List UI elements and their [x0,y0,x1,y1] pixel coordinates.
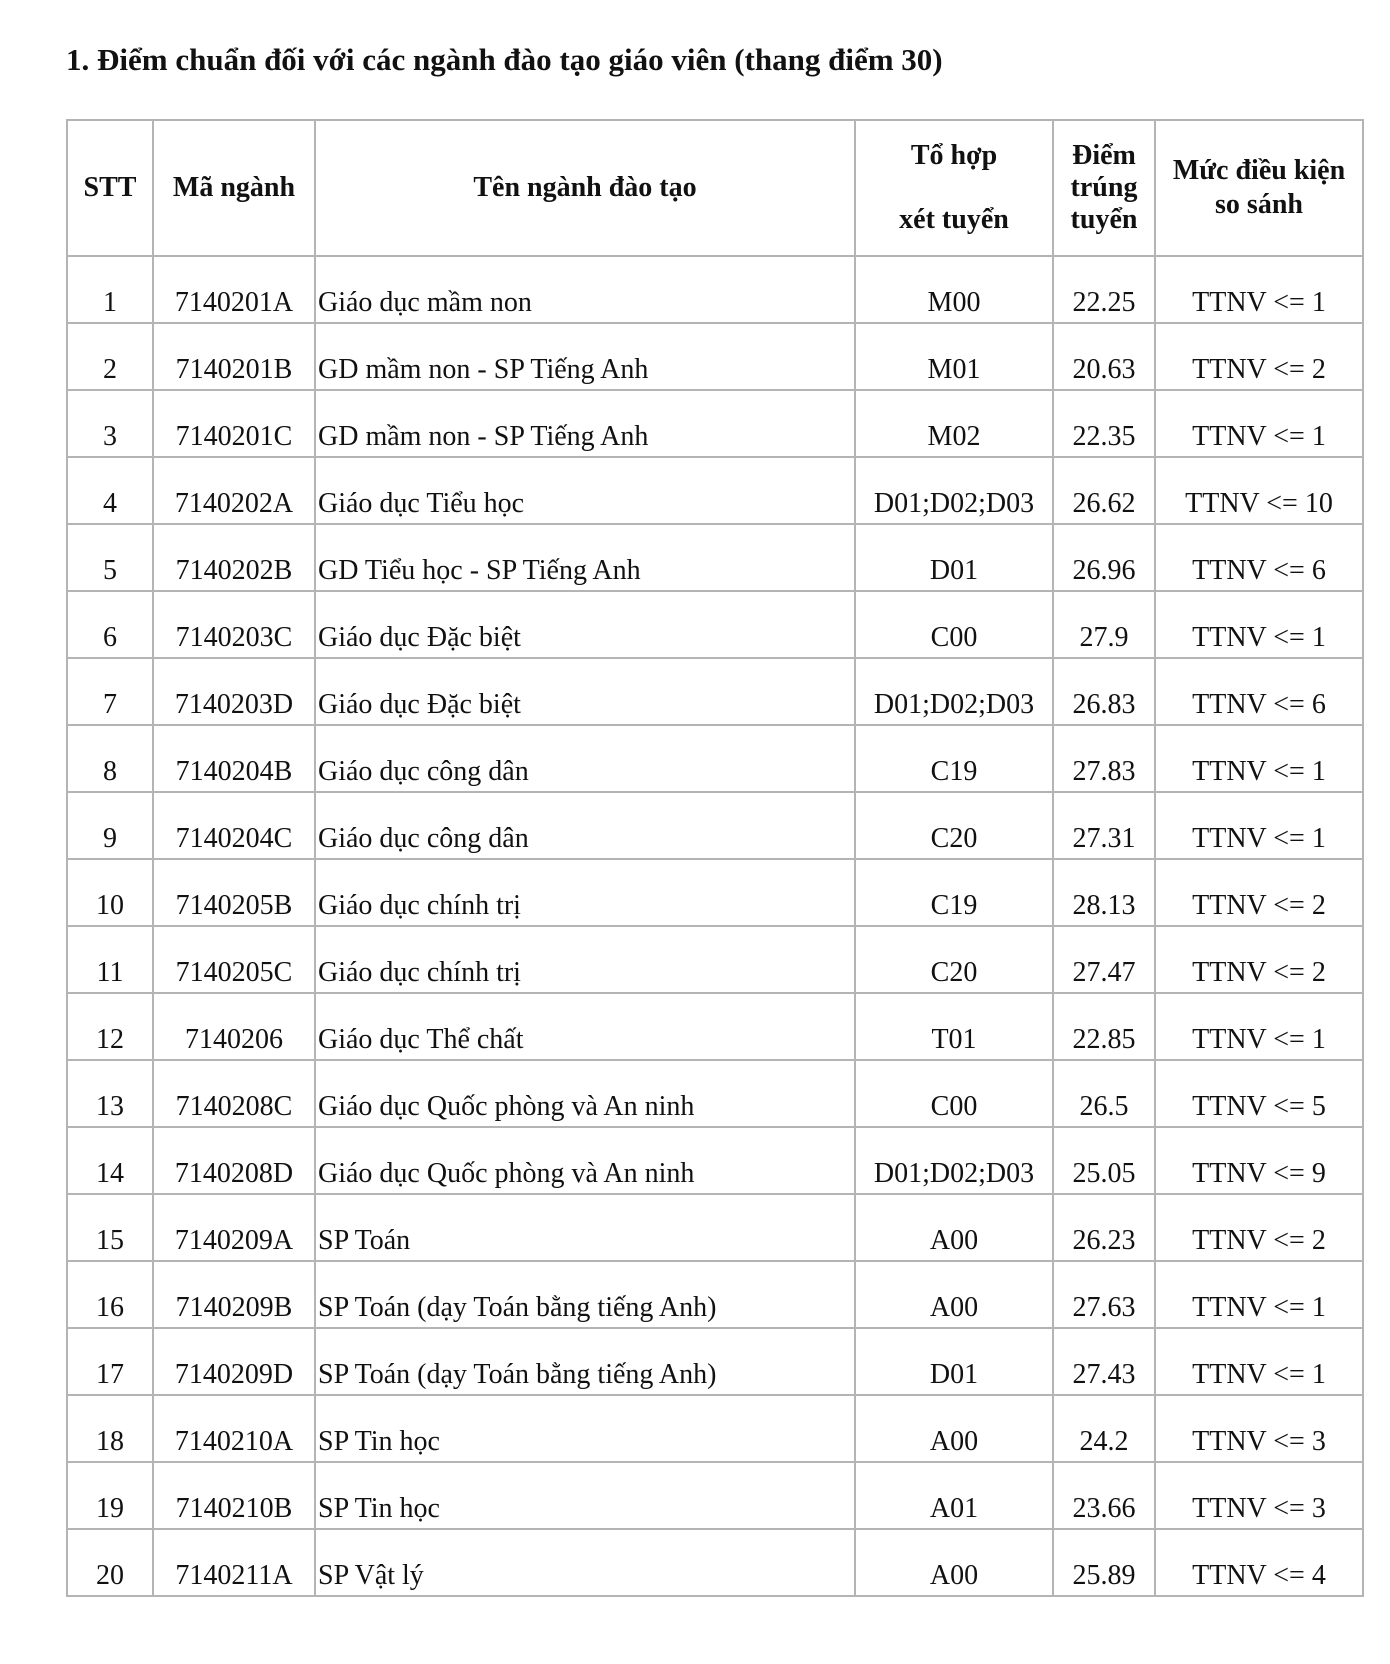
cell-score: 20.63 [1053,323,1155,390]
cell-condition: TTNV <= 3 [1155,1462,1363,1529]
cell-stt: 10 [67,859,153,926]
cell-condition: TTNV <= 5 [1155,1060,1363,1127]
cell-score: 28.13 [1053,859,1155,926]
admission-scores-table [66,119,1364,1597]
cell-score: 26.23 [1053,1194,1155,1261]
cell-score: 22.85 [1053,993,1155,1060]
cell-combo: A00 [855,1261,1053,1328]
page-title: 1. Điểm chuẩn đối với các ngành đào tạo giáo viên (thang điểm 30) [66,42,943,77]
header-condition [1155,120,1363,256]
cell-stt: 1 [67,256,153,323]
table-row [67,1395,1363,1462]
cell-name: Giáo dục Thể chất [315,993,855,1060]
cell-name: GD Tiểu học - SP Tiếng Anh [315,524,855,591]
header-condition-line2: so sánh [1215,189,1303,220]
cell-condition: TTNV <= 3 [1155,1395,1363,1462]
cell-code: 7140201B [153,323,315,390]
cell-combo: D01;D02;D03 [855,658,1053,725]
cell-combo: A00 [855,1194,1053,1261]
table-row [67,390,1363,457]
cell-condition: TTNV <= 2 [1155,323,1363,390]
header-score-line2: trúng [1070,172,1138,203]
table-row [67,256,1363,323]
cell-combo: C19 [855,725,1053,792]
cell-name: SP Toán (dạy Toán bằng tiếng Anh) [315,1261,855,1328]
cell-combo: C20 [855,792,1053,859]
cell-score: 27.43 [1053,1328,1155,1395]
cell-code: 7140209D [153,1328,315,1395]
table-row [67,792,1363,859]
cell-score: 22.25 [1053,256,1155,323]
table-row [67,457,1363,524]
cell-code: 7140203C [153,591,315,658]
header-code: Mã ngành [153,120,315,256]
cell-score: 27.63 [1053,1261,1155,1328]
cell-condition: TTNV <= 4 [1155,1529,1363,1596]
cell-combo: A00 [855,1529,1053,1596]
cell-stt: 6 [67,591,153,658]
cell-stt: 9 [67,792,153,859]
cell-name: Giáo dục Tiểu học [315,457,855,524]
cell-condition: TTNV <= 6 [1155,658,1363,725]
cell-code: 7140202B [153,524,315,591]
cell-stt: 16 [67,1261,153,1328]
cell-condition: TTNV <= 1 [1155,725,1363,792]
cell-condition: TTNV <= 1 [1155,390,1363,457]
cell-stt: 13 [67,1060,153,1127]
cell-name: SP Vật lý [315,1529,855,1596]
cell-condition: TTNV <= 2 [1155,1194,1363,1261]
cell-condition: TTNV <= 2 [1155,926,1363,993]
cell-condition: TTNV <= 2 [1155,859,1363,926]
cell-score: 25.05 [1053,1127,1155,1194]
cell-score: 27.47 [1053,926,1155,993]
cell-name: Giáo dục chính trị [315,859,855,926]
cell-combo: D01 [855,524,1053,591]
cell-combo: M00 [855,256,1053,323]
cell-stt: 14 [67,1127,153,1194]
cell-combo: T01 [855,993,1053,1060]
table-row [67,1261,1363,1328]
cell-name: Giáo dục Quốc phòng và An ninh [315,1127,855,1194]
header-score-line3: tuyển [1070,204,1138,235]
table-row [67,1127,1363,1194]
cell-stt: 17 [67,1328,153,1395]
cell-condition: TTNV <= 6 [1155,524,1363,591]
cell-name: Giáo dục Đặc biệt [315,591,855,658]
table-row [67,658,1363,725]
cell-code: 7140210B [153,1462,315,1529]
cell-score: 27.31 [1053,792,1155,859]
table-row [67,926,1363,993]
cell-code: 7140209B [153,1261,315,1328]
cell-stt: 19 [67,1462,153,1529]
cell-stt: 2 [67,323,153,390]
cell-combo: C00 [855,1060,1053,1127]
cell-name: Giáo dục công dân [315,725,855,792]
cell-code: 7140204C [153,792,315,859]
cell-code: 7140208C [153,1060,315,1127]
table-row [67,591,1363,658]
cell-name: SP Toán (dạy Toán bằng tiếng Anh) [315,1328,855,1395]
cell-condition: TTNV <= 1 [1155,591,1363,658]
table-row [67,1529,1363,1596]
cell-combo: C19 [855,859,1053,926]
cell-combo: D01;D02;D03 [855,1127,1053,1194]
cell-score: 27.9 [1053,591,1155,658]
cell-combo: D01;D02;D03 [855,457,1053,524]
cell-code: 7140210A [153,1395,315,1462]
table-row [67,725,1363,792]
table-row [67,993,1363,1060]
cell-code: 7140205C [153,926,315,993]
cell-score: 26.5 [1053,1060,1155,1127]
cell-name: Giáo dục Quốc phòng và An ninh [315,1060,855,1127]
cell-code: 7140202A [153,457,315,524]
table-row [67,1194,1363,1261]
cell-stt: 15 [67,1194,153,1261]
cell-score: 26.96 [1053,524,1155,591]
cell-name: SP Tin học [315,1395,855,1462]
cell-name: GD mầm non - SP Tiếng Anh [315,323,855,390]
cell-score: 26.62 [1053,457,1155,524]
cell-combo: A01 [855,1462,1053,1529]
cell-score: 22.35 [1053,390,1155,457]
cell-stt: 4 [67,457,153,524]
cell-condition: TTNV <= 1 [1155,256,1363,323]
cell-code: 7140203D [153,658,315,725]
table-row [67,524,1363,591]
cell-code: 7140205B [153,859,315,926]
cell-score: 24.2 [1053,1395,1155,1462]
cell-code: 7140211A [153,1529,315,1596]
cell-score: 25.89 [1053,1529,1155,1596]
header-condition-line1: Mức điều kiện [1172,155,1346,186]
cell-combo: A00 [855,1395,1053,1462]
table-row [67,859,1363,926]
cell-name: GD mầm non - SP Tiếng Anh [315,390,855,457]
cell-score: 23.66 [1053,1462,1155,1529]
cell-name: SP Toán [315,1194,855,1261]
table-row [67,1462,1363,1529]
cell-combo: D01 [855,1328,1053,1395]
cell-stt: 11 [67,926,153,993]
cell-code: 7140209A [153,1194,315,1261]
cell-name: Giáo dục mầm non [315,256,855,323]
cell-stt: 20 [67,1529,153,1596]
cell-score: 26.83 [1053,658,1155,725]
cell-condition: TTNV <= 1 [1155,1261,1363,1328]
cell-combo: M01 [855,323,1053,390]
header-score [1053,120,1155,256]
cell-stt: 12 [67,993,153,1060]
cell-condition: TTNV <= 10 [1155,457,1363,524]
header-combo [855,120,1053,256]
table-row [67,323,1363,390]
cell-name: SP Tin học [315,1462,855,1529]
cell-name: Giáo dục chính trị [315,926,855,993]
cell-stt: 18 [67,1395,153,1462]
cell-code: 7140206 [153,993,315,1060]
cell-stt: 8 [67,725,153,792]
table-row [67,1328,1363,1395]
table-header-row [67,120,1363,256]
header-combo-line2: xét tuyển [899,204,1009,235]
cell-condition: TTNV <= 1 [1155,1328,1363,1395]
cell-condition: TTNV <= 9 [1155,1127,1363,1194]
header-stt: STT [67,120,153,256]
cell-code: 7140201C [153,390,315,457]
cell-combo: C00 [855,591,1053,658]
cell-condition: TTNV <= 1 [1155,993,1363,1060]
table-body [67,256,1363,1596]
cell-name: Giáo dục công dân [315,792,855,859]
cell-code: 7140208D [153,1127,315,1194]
header-score-line1: Điểm [1072,140,1136,171]
cell-stt: 3 [67,390,153,457]
cell-stt: 5 [67,524,153,591]
cell-code: 7140201A [153,256,315,323]
cell-stt: 7 [67,658,153,725]
cell-score: 27.83 [1053,725,1155,792]
header-name: Tên ngành đào tạo [315,120,855,256]
cell-name: Giáo dục Đặc biệt [315,658,855,725]
cell-code: 7140204B [153,725,315,792]
cell-combo: C20 [855,926,1053,993]
cell-condition: TTNV <= 1 [1155,792,1363,859]
table-row [67,1060,1363,1127]
header-combo-line1: Tổ hợp [910,140,998,171]
cell-combo: M02 [855,390,1053,457]
